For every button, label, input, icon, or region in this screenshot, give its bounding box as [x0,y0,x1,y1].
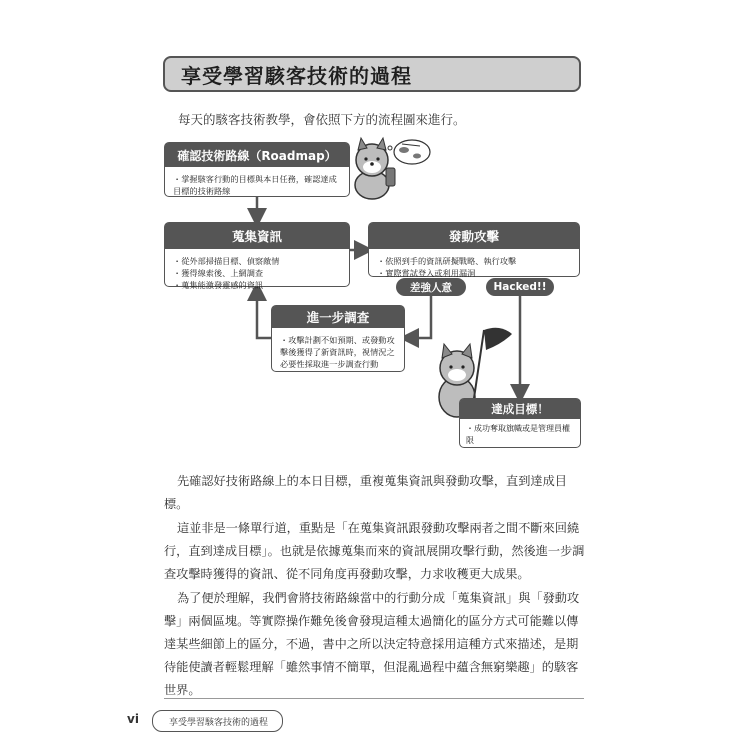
further-investigation-box [271,305,405,372]
list-item: ・ 獲得線索後、上網調查 [173,267,341,279]
body-paragraph-1: 先確認好技術路線上的本日目標，重複蒐集資訊與發動攻擊，直到達成目標。 [164,474,567,511]
recon-list [165,249,349,295]
further-list [272,328,404,374]
intro-text: 每天的駭客技術教學，會依照下方的流程圖來進行。 [178,112,466,127]
recon-header: 蒐集資訊 [165,223,349,249]
list-item: ・ 依照到手的資訊研擬戰略、執行攻擊 [377,255,571,267]
footer-divider [164,698,584,699]
roadmap-box [164,142,350,197]
goal-header: 達成目標！ [460,399,580,419]
body-paragraph-2: 這並非是一條單行道，重點是「在蒐集資訊跟發動攻擊兩者之間不斷來回繞行，直到達成目標」。也就是依據蒐集而來的資訊展開攻擊行動，然後進一步調查攻擊時獲得的資訊、從不同角度再發動攻擊，力求收穫更大成果。 [164,521,585,581]
list-item: ・ 掌握駭客行動的目標與本日任務，確認達成目標的技術路線 [173,173,341,197]
roadmap-header: 確認技術路線（Roadmap） [165,143,349,167]
list-item: ・ 實際嘗試登入或利用漏洞 [377,267,571,279]
attack-box [368,222,580,277]
list-item: ・ 成功奪取旗幟或是管理員權限 [466,423,574,447]
map-thought-bubble-icon [388,140,430,164]
further-header: 進一步調查 [272,306,404,328]
footer-chapter-tab: 享受學習駭客技術的過程 [152,710,283,732]
arrow-attack-to-further [409,296,431,338]
page-number: vi [127,712,139,726]
roadmap-list [165,167,349,201]
attack-header: 發動攻擊 [369,223,579,249]
goal-box [459,398,581,448]
arrow-further-to-recon [257,291,271,338]
hacked-badge: Hacked!! [486,278,554,296]
list-item: ・ 從外部掃描目標、偵察敵情 [173,255,341,267]
list-item: ・ 攻擊計劃不如預期、或發動攻擊後獲得了新資訊時，視情況之必要性採取進一步調查行動 [280,334,396,370]
barely-badge: 差強人意 [396,278,466,296]
list-item: ・ 蒐集能激發靈感的資訊 [173,279,341,291]
goal-list [460,419,580,451]
recon-box [164,222,350,290]
body-paragraph-3: 為了便於理解，我們會將技術路線當中的行動分成「蒐集資訊」與「發動攻擊」兩個區塊。等實際操作難免後會發現這種太過簡化的區分方式可能難以傳達某些細節上的區分，不過，書中之所以決定特意採用這種方式來描述，是期待能使讀者輕鬆理解「雖然事情不簡單，但混亂過程中蘊含無窮樂趣」的駭客世界。 [164,591,580,697]
page-title: 享受學習駭客技術的過程 [163,56,581,92]
